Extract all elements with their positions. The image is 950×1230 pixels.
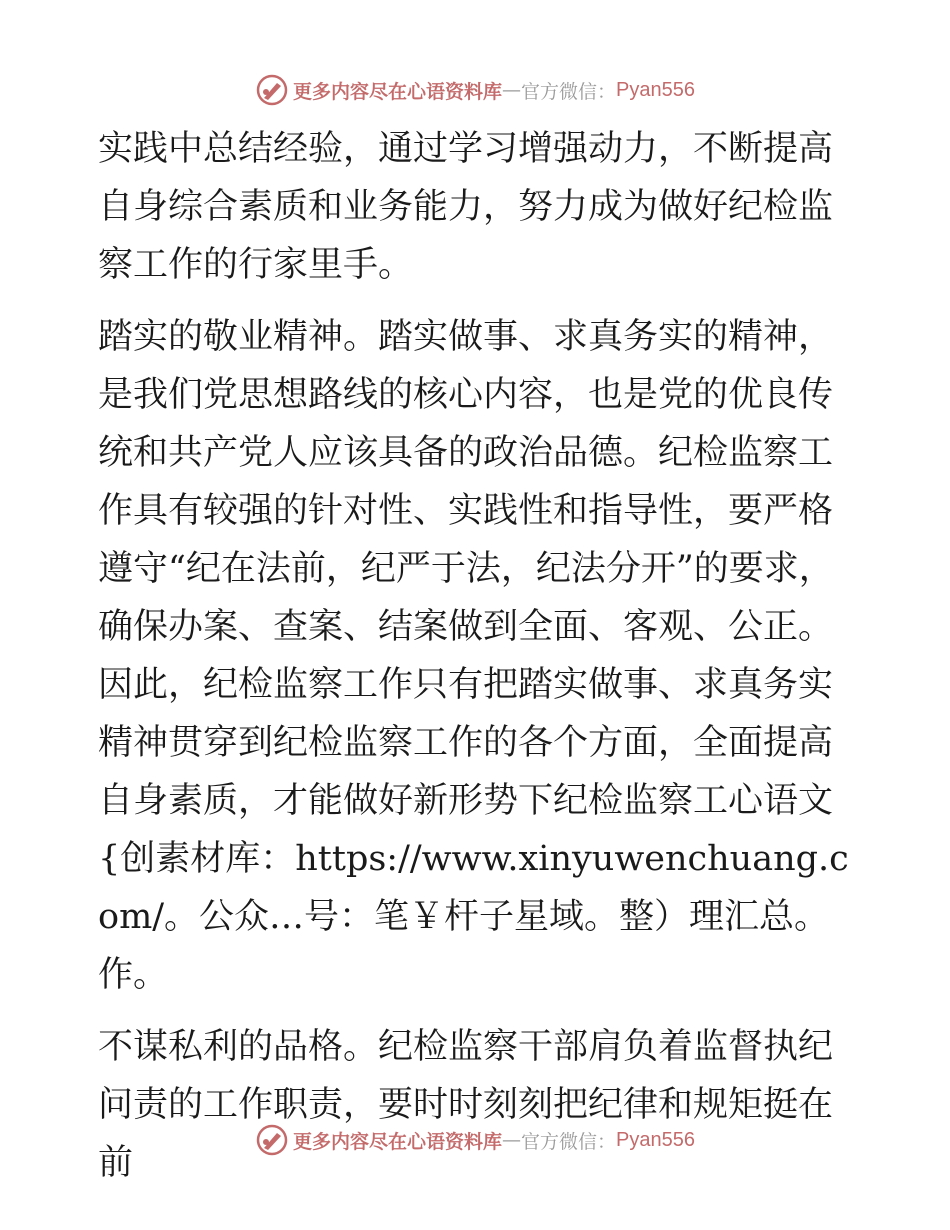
paragraph-integrity: 不谋私利的品格。纪检监察干部肩负着监督执纪问责的工作职责，要时时刻刻把纪律和规矩挺在前	[98, 1027, 834, 1183]
document-body	[98, 120, 858, 1192]
banner-wechat-label: 官方微信：	[521, 1130, 617, 1153]
banner-text: 更多内容尽在心语资料库	[293, 80, 503, 103]
banner-text: 更多内容尽在心语资料库	[293, 1130, 503, 1153]
banner-wechat-label: 官方微信：	[521, 80, 617, 103]
ink-pen-logo-icon	[255, 73, 289, 107]
banner-wechat-id: Pyan556	[616, 1128, 695, 1151]
banner-wechat-id: Pyan556	[616, 78, 695, 101]
banner-separator: —	[502, 1129, 522, 1151]
banner-separator: —	[502, 79, 522, 101]
paragraph-dedication: 踏实的敬业精神。踏实做事、求真务实的精神，是我们党思想路线的核心内容，也是党的优良传统和共产党人应该具备的政治品德。纪检监察工作具有较强的针对性、实践性和指导性，要严格遵守“纪在法前，纪严于法，纪法分开”的要求，确保办案、查案、结案做到全面、客观、公正。因此，纪检监察工作只有把踏实做事、求真务实精神贯穿到纪检监察工作的各个方面，全面提高自身素质，才能做好新形势下纪检监察工心语文{创素材库：https://www.xinyuwenchuang.com/。公众…号：笔￥杆子星域。整）理汇总。作。	[98, 317, 849, 995]
footer-banner	[0, 1120, 950, 1160]
paragraph-continuation: 实践中总结经验，通过学习增强动力，不断提高自身综合素质和业务能力，努力成为做好纪检监察工作的行家里手。	[98, 129, 834, 285]
header-banner	[0, 70, 950, 110]
ink-pen-logo-icon	[255, 1123, 289, 1157]
